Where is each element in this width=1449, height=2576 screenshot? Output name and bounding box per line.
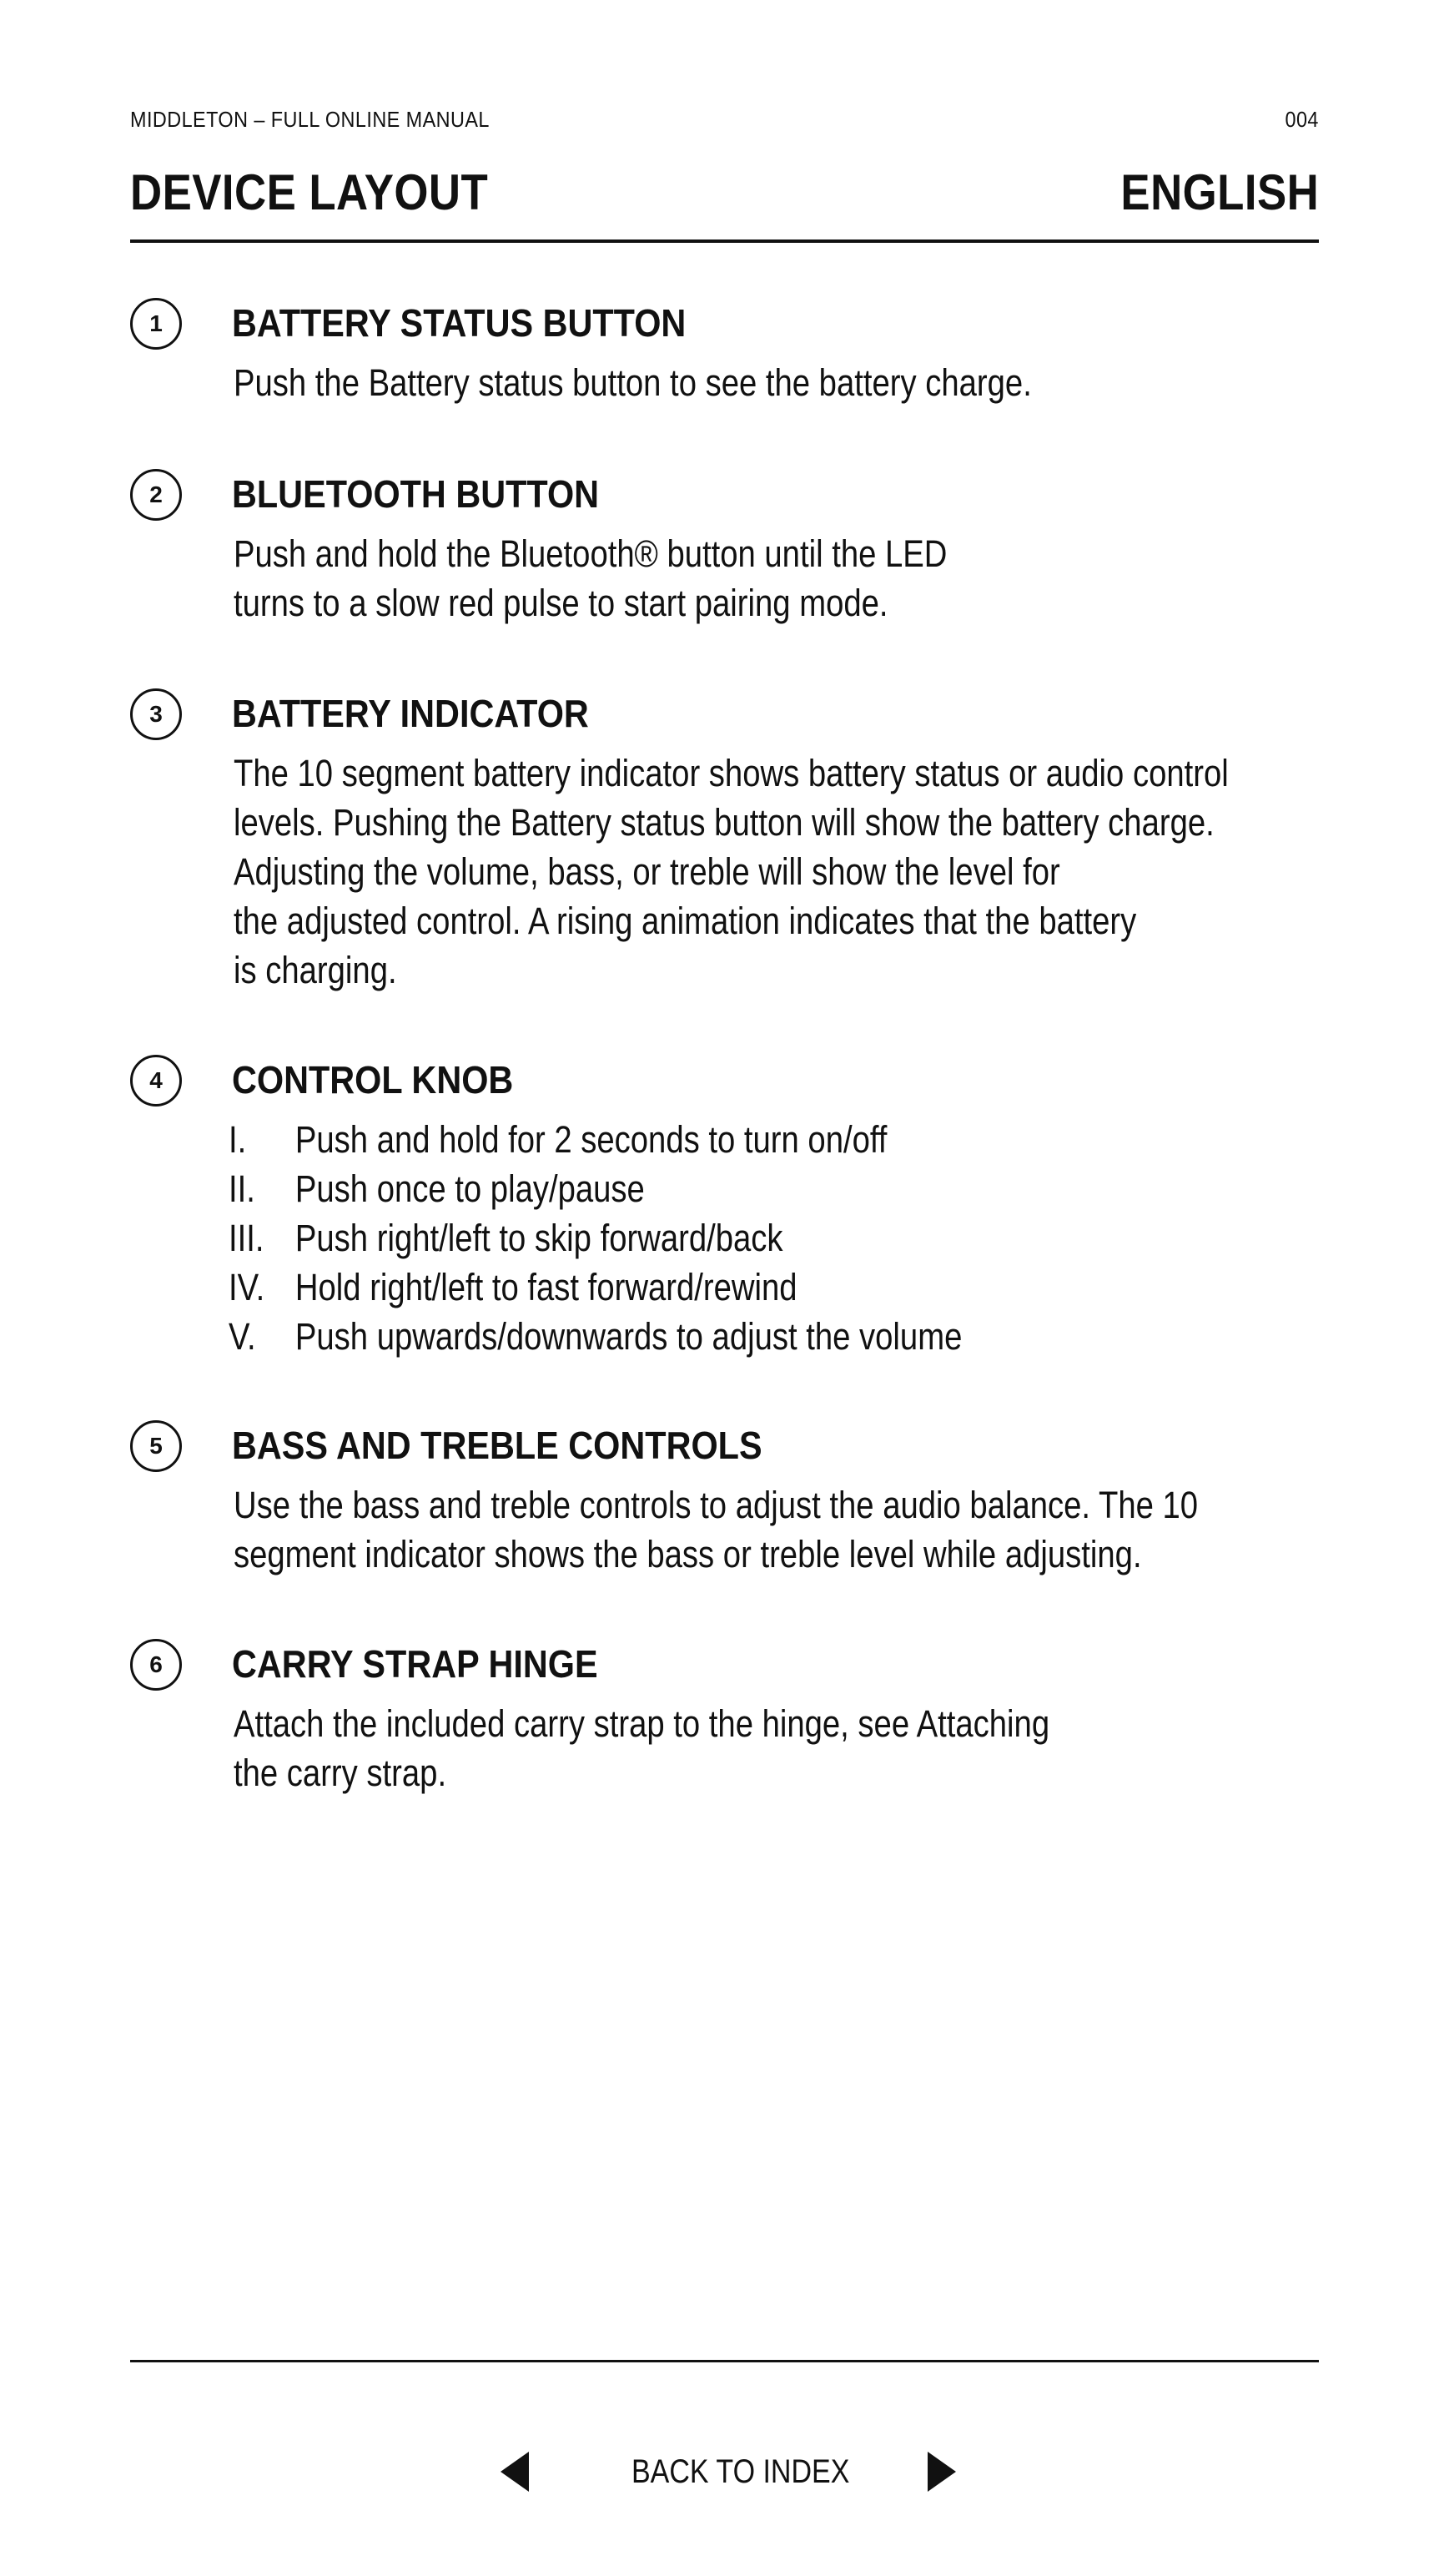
list-text: Push once to play/pause bbox=[294, 1167, 645, 1210]
section-heading: CONTROL KNOB bbox=[232, 1058, 514, 1101]
body-line: turns to a slow red pulse to start pairing mode. bbox=[234, 582, 888, 624]
manual-title: MIDDLETON – FULL ONLINE MANUAL bbox=[130, 107, 490, 132]
list-item bbox=[229, 1263, 1363, 1312]
section-heading: BATTERY INDICATOR bbox=[232, 692, 589, 735]
list-numeral: I. bbox=[229, 1118, 247, 1161]
section-body bbox=[234, 1699, 1411, 1797]
previous-page-arrow-icon[interactable] bbox=[501, 2452, 529, 2492]
section-number-badge: 4 bbox=[130, 1055, 182, 1107]
list-item bbox=[229, 1115, 1363, 1164]
list-item bbox=[229, 1312, 1363, 1361]
list-numeral: IV. bbox=[229, 1266, 265, 1308]
section-number-badge: 2 bbox=[130, 469, 182, 521]
list-text: Push upwards/downwards to adjust the volume bbox=[294, 1315, 963, 1358]
list-item bbox=[229, 1213, 1363, 1263]
section-number-badge: 1 bbox=[130, 298, 182, 350]
body-line: Push the Battery status button to see the battery charge. bbox=[234, 361, 1032, 404]
header-divider bbox=[130, 239, 1319, 243]
body-line: levels. Pushing the Battery status button will show the battery charge. bbox=[234, 801, 1215, 844]
running-header bbox=[130, 107, 1319, 135]
page-title: DEVICE LAYOUT bbox=[130, 164, 489, 220]
list-numeral: V. bbox=[229, 1315, 256, 1358]
list-numeral: III. bbox=[229, 1217, 264, 1259]
page-number: 004 bbox=[1285, 107, 1319, 132]
section-heading: BATTERY STATUS BUTTON bbox=[232, 301, 687, 345]
section-body bbox=[234, 358, 1411, 407]
body-line: Push and hold the Bluetooth® button until the LED bbox=[234, 532, 948, 575]
section-number-badge: 6 bbox=[130, 1639, 182, 1691]
list-item bbox=[229, 1164, 1363, 1213]
language-label: ENGLISH bbox=[1120, 164, 1319, 220]
body-line: is charging. bbox=[234, 949, 397, 991]
list-numeral: II. bbox=[229, 1167, 255, 1210]
next-page-arrow-icon[interactable] bbox=[928, 2452, 956, 2492]
footer-divider bbox=[130, 2360, 1319, 2362]
body-line: Attach the included carry strap to the hinge, see Attaching bbox=[234, 1702, 1050, 1745]
section-body bbox=[234, 749, 1411, 995]
footer-navigation bbox=[0, 2445, 1449, 2495]
back-to-index-link[interactable]: BACK TO INDEX bbox=[631, 2453, 850, 2490]
section-heading: BASS AND TREBLE CONTROLS bbox=[232, 1424, 762, 1467]
list-text: Push and hold for 2 seconds to turn on/off bbox=[294, 1118, 888, 1161]
body-line: The 10 segment battery indicator shows battery status or audio control bbox=[234, 752, 1229, 794]
body-line: segment indicator shows the bass or treble level while adjusting. bbox=[234, 1533, 1142, 1575]
body-line: Use the bass and treble controls to adjust the audio balance. The 10 bbox=[234, 1484, 1199, 1526]
list-text: Push right/left to skip forward/back bbox=[294, 1217, 783, 1259]
title-row bbox=[130, 164, 1319, 230]
body-line: Adjusting the volume, bass, or treble will show the level for bbox=[234, 850, 1060, 893]
control-knob-list bbox=[229, 1115, 1363, 1361]
section-number-badge: 5 bbox=[130, 1420, 182, 1472]
body-line: the adjusted control. A rising animation indicates that the battery bbox=[234, 900, 1137, 942]
section-heading: BLUETOOTH BUTTON bbox=[232, 472, 600, 516]
section-body bbox=[234, 529, 1411, 628]
section-body bbox=[234, 1480, 1411, 1579]
list-text: Hold right/left to fast forward/rewind bbox=[294, 1266, 797, 1308]
section-number-badge: 3 bbox=[130, 688, 182, 740]
section-heading: CARRY STRAP HINGE bbox=[232, 1642, 598, 1686]
body-line: the carry strap. bbox=[234, 1752, 447, 1794]
